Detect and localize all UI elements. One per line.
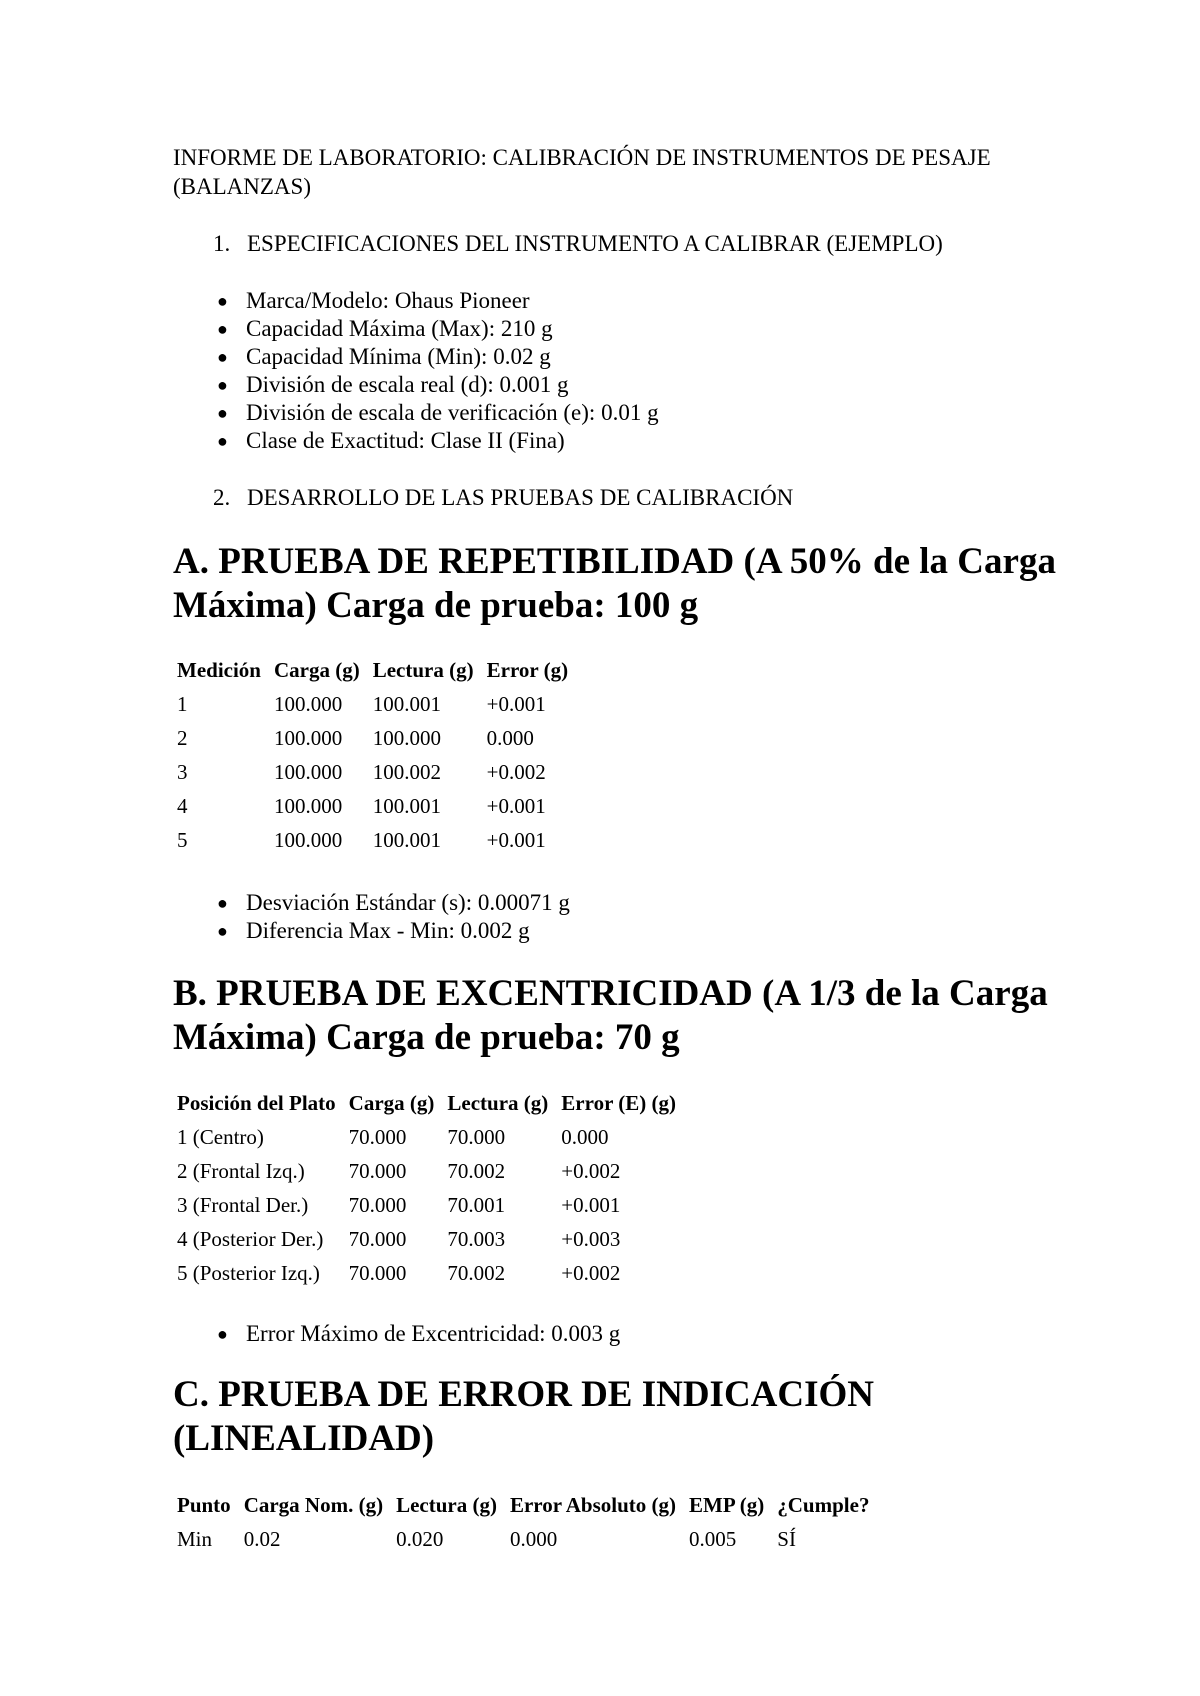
table-cell: 4 [177,793,188,818]
table-cell: Min [177,1526,213,1551]
section-1-heading-text: ESPECIFICACIONES DEL INSTRUMENTO A CALIBRAR (EJEMPLO) [247,231,943,256]
test-a-heading: A. PRUEBA DE REPETIBILIDAD (A 50% de la Carga Máxima) Carga de prueba: 100 g [173,541,1056,626]
column-header: Carga (g) [348,1090,435,1115]
list-item [173,287,659,315]
spec-text: Clase de Exactitud: Clase II (Fina) [246,428,565,453]
table-row [173,1222,685,1256]
table-cell: +0.002 [561,1260,621,1285]
column-header: EMP (g) [689,1492,765,1517]
spec-text: División de escala real (d): 0.001 g [246,372,569,397]
result-text: Error Máximo de Excentricidad: 0.003 g [246,1321,621,1346]
table-row [173,1522,878,1556]
bullet-icon: ● [217,431,228,451]
bullet-icon: ● [217,347,228,367]
list-item [173,343,659,371]
list-item [173,427,659,455]
table-cell: +0.002 [486,759,546,784]
list-item [173,399,659,427]
table-cell: 100.000 [372,725,441,750]
table-cell: 0.000 [509,1526,558,1551]
eccentricity-table [173,1086,685,1290]
table-cell: 4 (Posterior Der.) [177,1226,324,1251]
table-cell: 70.000 [447,1124,506,1149]
table-cell: +0.001 [561,1192,621,1217]
repeatability-table [173,653,577,857]
list-item [173,1320,620,1348]
table-row [173,789,577,823]
table-row [173,755,577,789]
table-cell: 70.000 [348,1124,407,1149]
table-cell: 100.000 [274,691,343,716]
eccentricity-results-list [173,1320,620,1348]
table-cell: 70.003 [447,1226,506,1251]
spec-text: Capacidad Mínima (Min): 0.02 g [246,344,551,369]
table-cell: 5 (Posterior Izq.) [177,1260,320,1285]
table-row [173,1188,685,1222]
table-cell: 100.000 [274,759,343,784]
table-cell: 100.001 [372,691,441,716]
table-cell: 70.002 [447,1158,506,1183]
list-item [173,315,659,343]
column-header: Error Absoluto (g) [509,1492,677,1517]
column-header: Error (g) [486,657,569,682]
test-c-heading: C. PRUEBA DE ERROR DE INDICACIÓN (LINEALIDAD) [173,1374,875,1459]
linearity-table [173,1488,878,1556]
table-cell: 0.000 [561,1124,609,1149]
table-cell: 70.000 [348,1192,407,1217]
table-cell: 3 [177,759,188,784]
column-header: Medición [177,657,261,682]
instrument-spec-list [173,287,659,455]
column-header: Carga (g) [274,657,360,682]
repeatability-results-list [173,889,570,945]
spec-text: Capacidad Máxima (Max): 210 g [246,316,553,341]
table-cell: 0.005 [689,1526,737,1551]
table-cell: 100.001 [372,827,441,852]
table-cell: 70.000 [348,1260,407,1285]
table-row [173,823,577,857]
section-1-number: 1. [213,231,231,256]
table-cell: 2 [177,725,188,750]
column-header: Posición del Plato [177,1090,336,1115]
result-text: Diferencia Max - Min: 0.002 g [246,918,530,943]
bullet-icon: ● [217,375,228,395]
table-cell: 1 (Centro) [177,1124,264,1149]
spec-text: Marca/Modelo: Ohaus Pioneer [246,288,530,313]
table-cell: 70.001 [447,1192,506,1217]
table-cell: 0.000 [486,725,534,750]
table-cell: 0.02 [243,1526,281,1551]
table-cell: 100.000 [274,725,343,750]
bullet-icon: ● [217,921,228,941]
table-cell: +0.001 [486,827,546,852]
table-cell: 1 [177,691,188,716]
spec-text: División de escala de verificación (e): 0.01 g [246,400,659,425]
bullet-icon: ● [217,1324,228,1344]
column-header: Error (E) (g) [561,1090,676,1115]
table-cell: +0.001 [486,793,546,818]
section-2-heading [213,484,793,512]
column-header: Carga Nom. (g) [243,1492,384,1517]
table-cell: 100.002 [372,759,441,784]
list-item [173,917,570,945]
table-cell: 100.000 [274,827,343,852]
result-text: Desviación Estándar (s): 0.00071 g [246,890,570,915]
column-header: Lectura (g) [372,657,474,682]
bullet-icon: ● [217,291,228,311]
table-header-row [173,1086,685,1120]
table-cell: 70.000 [348,1226,407,1251]
section-2-number: 2. [213,485,231,510]
table-cell: 5 [177,827,188,852]
bullet-icon: ● [217,893,228,913]
table-cell: +0.001 [486,691,546,716]
table-cell: SÍ [777,1526,796,1551]
column-header: Punto [177,1492,231,1517]
list-item [173,889,570,917]
bullet-icon: ● [217,319,228,339]
table-row [173,687,577,721]
table-cell: 100.001 [372,793,441,818]
table-header-row [173,1488,878,1522]
section-1-heading [213,230,943,258]
table-cell: 70.000 [348,1158,407,1183]
table-row [173,1256,685,1290]
column-header: Lectura (g) [447,1090,549,1115]
table-row [173,721,577,755]
bullet-icon: ● [217,403,228,423]
table-cell: +0.003 [561,1226,621,1251]
table-row [173,1154,685,1188]
table-cell: 0.020 [396,1526,444,1551]
table-cell: 100.000 [274,793,343,818]
list-item [173,371,659,399]
report-title: INFORME DE LABORATORIO: CALIBRACIÓN DE INSTRUMENTOS DE PESAJE (BALANZAS) [173,145,991,199]
table-row [173,1120,685,1154]
table-header-row [173,653,577,687]
section-2-heading-text: DESARROLLO DE LAS PRUEBAS DE CALIBRACIÓN [247,485,794,510]
table-cell: 2 (Frontal Izq.) [177,1158,305,1183]
table-cell: +0.002 [561,1158,621,1183]
test-b-heading: B. PRUEBA DE EXCENTRICIDAD (A 1/3 de la Carga Máxima) Carga de prueba: 70 g [173,973,1048,1058]
table-cell: 3 (Frontal Der.) [177,1192,309,1217]
column-header: ¿Cumple? [777,1492,870,1517]
column-header: Lectura (g) [396,1492,497,1517]
table-cell: 70.002 [447,1260,506,1285]
